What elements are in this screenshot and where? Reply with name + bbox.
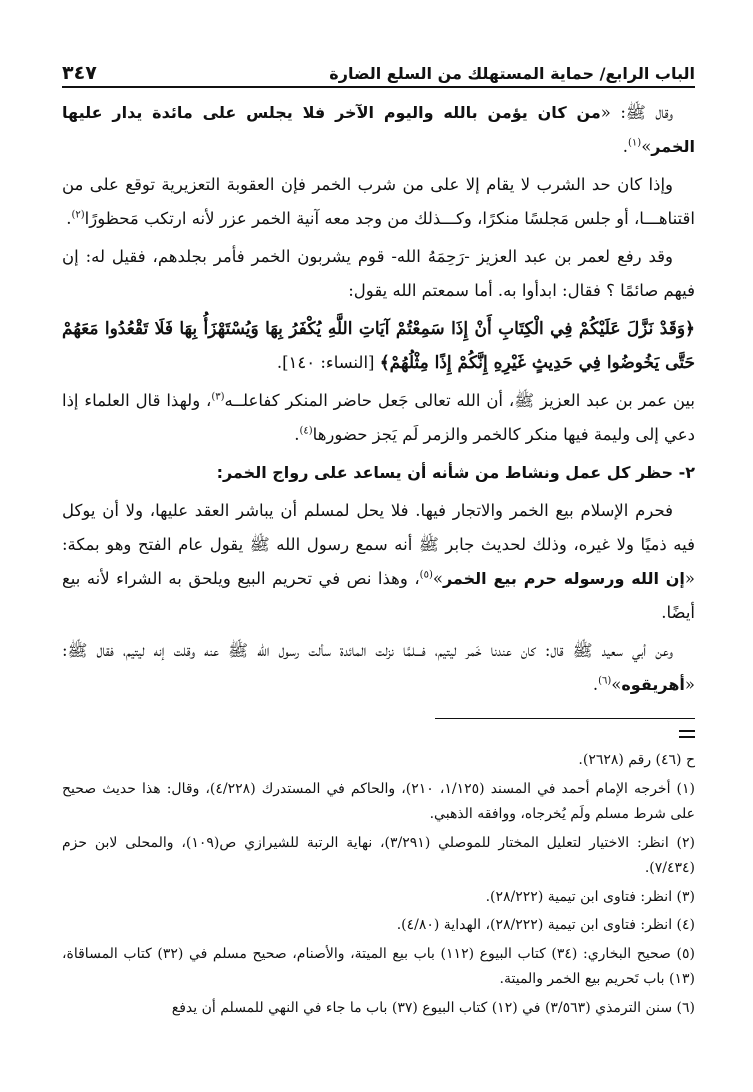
footnote-ref-1: (١) — [628, 137, 642, 149]
footnote-ref-2: (٢) — [71, 209, 85, 221]
p6-text-c: ، وهذا نص في تحريم البيع ويلحق به الشراء لأنه بيع أيضًا. — [62, 569, 695, 622]
footnote-continuation: ح (٤٦) رقم (٢٦٢٨). — [578, 752, 695, 768]
p6-text-b: » — [432, 569, 443, 588]
footnote-3: (٣) انظر: فتاوى ابن تيمية (٢٨/٢٢٢). — [485, 888, 695, 905]
footnote-4: (٤) انظر: فتاوى ابن تيمية (٢٨/٢٢٢)، الهداية (٤/٨٠). — [396, 917, 695, 933]
hadith-1: من كان يؤمن بالله واليوم الآخر فلا يجلس على مائدة يدار عليها الخمر — [62, 103, 695, 156]
continuation-mark-bottom — [679, 736, 695, 738]
continuation-mark-top — [679, 730, 695, 732]
p6-text-a: فحرم الإسلام بيع الخمر والاتجار فيها. فلا يحل لمسلم أن يباشر العقد عليها، ولا أن يوكل فيه ذميًا ولا غيره، وذلك لحديث جابر ﷺ أنه سمع رسول الله ﷺ يقول عام الفتح وهو بمكة: « — [62, 501, 695, 588]
paragraph-7 — [62, 634, 695, 702]
quran-verse: ﴿وَقَدْ نَزَّلَ عَلَيْكُمْ فِي الْكِتَابِ أَنْ إِذَا سَمِعْتُمْ آيَاتِ اللَّهِ يُكْفَرُ بِهَا وَيُسْتَهْزَأُ بِهَا فَلَا تَقْعُدُوا مَعَهُمْ حَتَّى يَخُوضُوا فِي حَدِيثٍ غَيْرِهِ إِنَّكُمْ إِذًا مِثْلُهُمْ﴾ — [62, 319, 695, 373]
footnote-ref-6: (٦) — [598, 675, 612, 687]
paragraph-5 — [62, 384, 695, 452]
p5-text: بين عمر بن عبد العزيز ﷺ، أن الله تعالى جَعل حاضر المنكر كفاعلــه — [224, 391, 696, 410]
p1-end: » — [641, 137, 652, 156]
paragraph-1: وقال ﷺ: «من كان يؤمن بالله واليوم الآخر فلا يجلس على مائدة يدار عليها الخمر»$^{(١)}$. — [62, 103, 695, 156]
page-number: ٣٤٧ — [62, 62, 97, 84]
paragraph-6 — [62, 494, 695, 630]
section-heading: ٢- حظر كل عمل ونشاط من شأنه أن يساعد على رواج الخمر: — [216, 463, 695, 482]
paragraph-2: وإذا كان حد الشرب لا يقام إلا على من شرب الخمر فإن العقوبة التعزيرية توقع على من اقتناهـــا، أو جلس مَجلسًا منكرًا، وكـــذلك من وجد معه آنية الخمر عزر لأنه ارتكب مَحظورًا$^{(٢)}$. — [62, 175, 695, 228]
footnote-ref-3: (٣) — [211, 391, 225, 403]
footnote-ref-5: (٥) — [419, 569, 433, 581]
p1-intro: وقال ﷺ: « — [600, 103, 673, 122]
p5-end: . — [294, 425, 300, 444]
footnotes — [62, 748, 695, 1024]
p7-text-b: » — [611, 675, 622, 694]
paragraph-3 — [62, 240, 695, 308]
p7-end: . — [592, 675, 599, 694]
running-title: الباب الرابع/ حماية المستهلك من السلع الضارة — [329, 64, 695, 83]
main-text — [62, 96, 695, 706]
page-header — [62, 56, 695, 88]
footnote-1: (١) أخرجه الإمام أحمد في المسند (١/١٢٥، ٢١٠)، والحاكم في المستدرك (٤/٢٢٨)، وقال: هذا حديث صحيح على شرط مسلم ولَم يُخرجاه، ووافقه الذهبي. — [62, 780, 696, 822]
hadith-3: أهريقوه — [621, 675, 685, 694]
footnote-2: (٢) انظر: الاختيار لتعليل المختار للموصلي (٣/٢٩١)، نهاية الرتبة للشيرازي ص(١٠٩)، والمحلى لابن حزم (٧/٤٣٤). — [62, 834, 695, 876]
p2-text: وإذا كان حد الشرب لا يقام إلا على من شرب الخمر فإن العقوبة التعزيرية توقع على من اقتناهـــا، أو جلس مَجلسًا منكرًا، وكـــذلك من وجد معه آنية الخمر عزر لأنه ارتكب مَحظورًا — [62, 175, 695, 228]
p7-text-a: وعن أبي سعيد ﷺ قال: كان عندنا خَمر ليتيم، فـــلمَّا نزلت المائدة سألت رسول الله ﷺ عنه وقلت إنه ليتيم، فقال ﷺ: « — [62, 641, 695, 694]
footnote-6: (٦) سنن الترمذي (٣/٥٦٣) في (١٢) كتاب البيوع (٣٧) باب ما جاء في النهي للمسلم أن يدفع — [171, 999, 695, 1016]
hadith-2: إن الله ورسوله حرم بيع الخمر — [442, 569, 685, 588]
quran-citation: [النساء: ١٤٠]. — [276, 353, 380, 372]
p5-text-b: ، ولهذا قال العلماء إذا دعي إلى وليمة فيها منكر كالخمر والزمر لَم يَجز حضورها — [62, 391, 695, 444]
paragraph-quran — [62, 312, 695, 380]
footnote-separator — [435, 718, 695, 719]
p3-text: وقد رفع لعمر بن عبد العزيز -رَحِمَهُ الله- قوم يشربون الخمر فأمر بجلدهم، فقيل له: إن فيهم صائمًا ؟ فقال: ابدأوا به. أما سمعتم الله يقول: — [62, 247, 695, 300]
footnote-5: (٥) صحيح البخاري: (٣٤) كتاب البيوع (١١٢) باب بيع الميتة، والأصنام، صحيح مسلم في (٣٢) كتاب المساقاة، (١٣) باب تَحريم بيع الخمر والميتة. — [62, 945, 695, 987]
footnote-ref-4: (٤) — [299, 425, 313, 437]
